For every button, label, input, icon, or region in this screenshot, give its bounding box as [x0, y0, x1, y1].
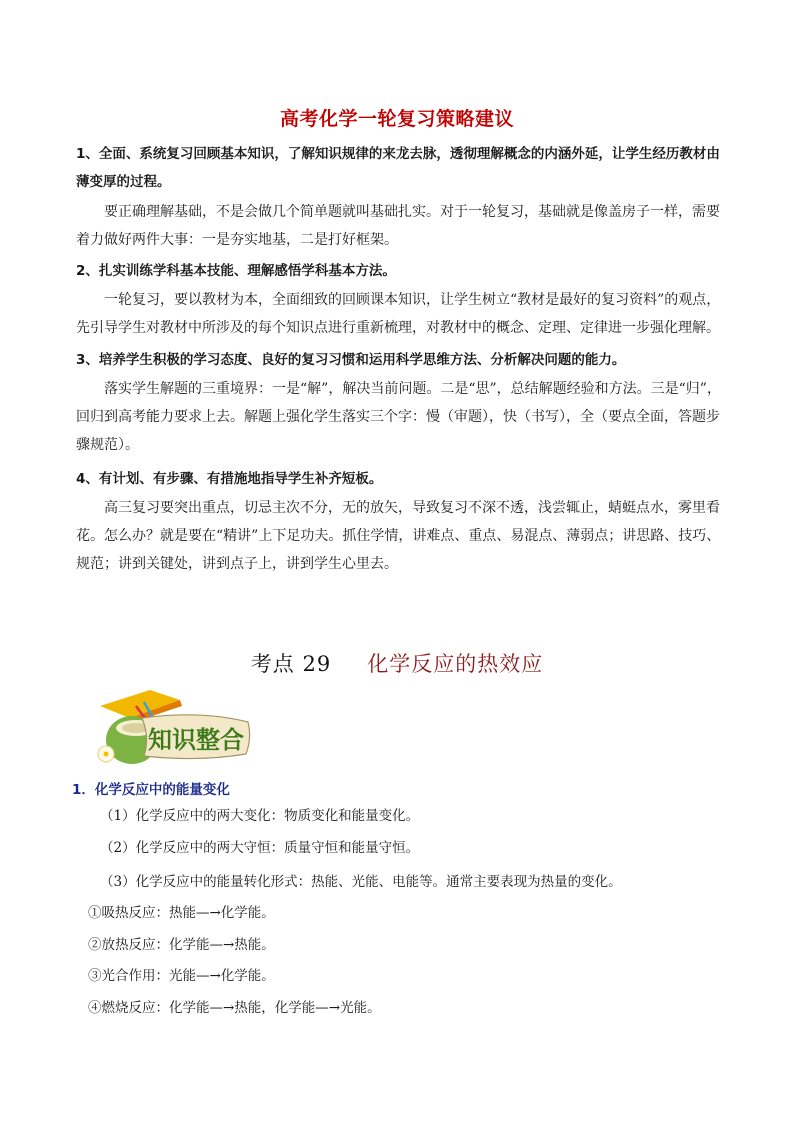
strategy-4-body: 高三复习要突出重点，切忌主次不分，无的放矢，导致复习不深不透，浅尝辄止，蜻蜓点水，雾里看花。怎么办？就是要在“精讲”上下足功夫。抓住学情，讲难点、重点、易混点、薄弱点；讲思路、技巧、规范；讲到关键处，讲到点子上，讲到学生心里去。: [76, 500, 721, 572]
strategy-2-body: 一轮复习，要以教材为本，全面细致的回顾课本知识，让学生树立“教材是最好的复习资料”的观点，先引导学生对教材中所涉及的每个知识点进行重新梳理，对教材中的概念、定理、定律进一步强化理解。: [76, 292, 721, 336]
section-subitem-2: ②放热反应：化学能—→热能。: [88, 937, 275, 953]
strategy-2-heading: 2、扎实训练学科基本技能、理解感悟学科基本方法。: [76, 263, 396, 279]
strategy-4-heading: 4、有计划、有步骤、有措施地指导学生补齐短板。: [76, 471, 383, 487]
kaodian-name: 化学反应的热效应: [367, 652, 544, 676]
section-subitem-3: ③光合作用：光能—→化学能。: [88, 968, 275, 984]
section-title: 1．化学反应中的能量变化: [72, 782, 230, 798]
strategy-1-body: 要正确理解基础，不是会做几个简单题就叫基础扎实。对于一轮复习，基础就是像盖房子一样，需要着力做好两件大事：一是夯实地基，二是打好框架。: [76, 204, 720, 248]
coconut-drink-icon: [70, 688, 255, 768]
strategy-3-body: 落实学生解题的三重境界：一是“解”，解决当前问题。二是“思”，总结解题经验和方法。三是“归”，回归到高考能力要求上去。解题上强化学生落实三个字：慢（审题），快（书写），全（要点全面，答题步骤规范）。: [76, 381, 721, 453]
section-item-2: （2）化学反应中的两大守恒：质量守恒和能量守恒。: [100, 840, 420, 856]
section-subitem-1: ①吸热反应：热能—→化学能。: [88, 905, 275, 921]
strategy-3-heading: 3、培养学生积极的学习态度、良好的复习习惯和运用科学思维方法、分析解决问题的能力。: [76, 352, 626, 368]
kaodian-title: [0, 648, 794, 678]
strategy-1-heading: 1、全面、系统复习回顾基本知识，了解知识规律的来龙去脉，透彻理解概念的内涵外延，让学生经历教材由薄变厚的过程。: [76, 146, 720, 190]
knowledge-integration-badge: [70, 688, 255, 768]
document-title: 高考化学一轮复习策略建议: [279, 108, 514, 130]
kaodian-number: 考点 29: [250, 652, 332, 676]
badge-label: 知识整合: [148, 726, 244, 754]
section-subitem-4: ④燃烧反应：化学能—→热能，化学能—→光能。: [88, 1000, 381, 1016]
section-item-3: （3）化学反应中的能量转化形式：热能、光能、电能等。通常主要表现为热量的变化。: [100, 874, 622, 890]
section-item-1: （1）化学反应中的两大变化：物质变化和能量变化。: [100, 808, 420, 824]
